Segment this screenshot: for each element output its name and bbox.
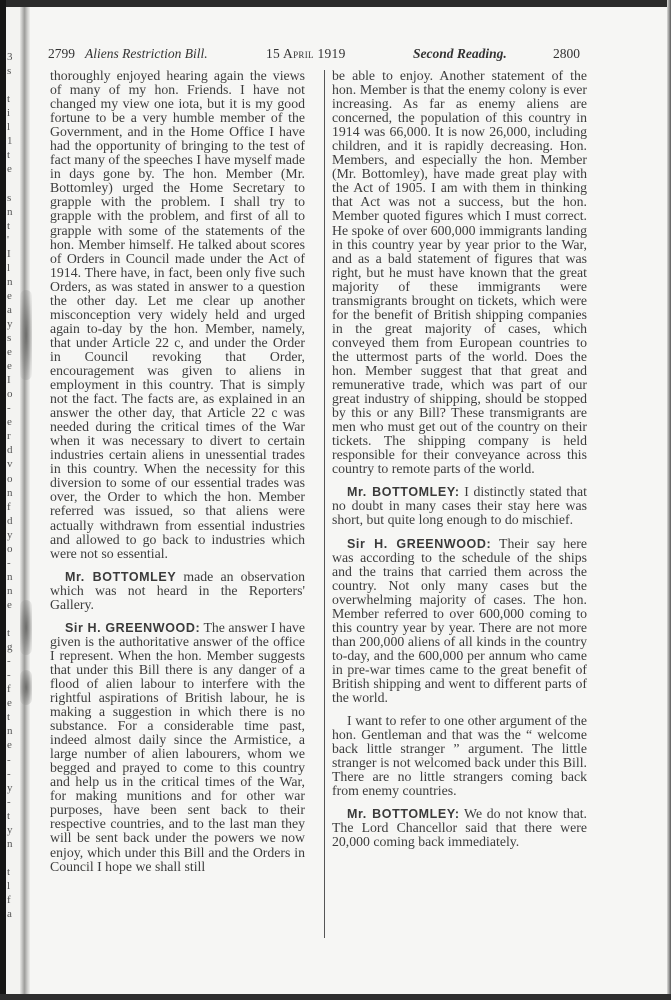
paragraph — [332, 485, 587, 527]
bleed-glyph: f — [7, 894, 11, 906]
paragraph-text: thoroughly enjoyed hearing again the views of many of my hon. Friends. I have not changed my view one iota, but it is my good fortune to be a very humble member of the Government, and in the Home Office I have had the opportunity of bringing to the test of fact many of the speeches I have myself made in days gone by. The hon. Member (Mr. Bottomley) urged the Home Secretary to grapple with the problem. I shall try to grapple with the problem, and first of all to grapple with some of the statements of the hon. Member himself. He talked about scores of Orders in Council made under the Act of 1914. There have, in fact, been only five such Orders, as was stated in answer to a question the other day. Let me clear up another misconception very widely held and urged again to-day by the hon. Member, namely, that under Article 22 c, and under the Order in Council revoking that Order, encouragement was given to aliens in employment in this country. That is simply not the fact. The facts are, as explained in an answer the other day, that Article 22 c was needed during the critical times of the War when it was necessary to divert to certain industries certain aliens in unessential trades in this country. When the necessity for this diversion to some of our essential trades was over, the Order to which the hon. Member referred was issued, so that aliens were actually withdrawn from essential industries and allowed to go back to industries which were not so essential. — [50, 68, 305, 561]
bleed-glyph: ' — [7, 233, 9, 246]
scan-top-edge — [0, 0, 671, 7]
bleed-glyph: 1 — [7, 135, 13, 148]
bleed-glyph: n — [7, 584, 13, 597]
bleed-glyph: I — [7, 374, 11, 387]
bleed-glyph: e — [7, 289, 12, 302]
bleed-glyph: t — [7, 93, 11, 106]
speaker-name: Mr. BOTTOMLEY: — [347, 485, 460, 500]
section-title: Second Reading. — [413, 46, 507, 61]
bleed-glyph: y — [7, 317, 13, 330]
bleed-glyph: r — [7, 430, 11, 443]
bleed-glyph: d — [7, 444, 13, 457]
bleed-glyph: n — [7, 486, 13, 499]
bleed-glyph: t — [7, 219, 11, 232]
left-column-number: 2799 — [48, 46, 75, 61]
scan-bottom-edge — [0, 994, 671, 1000]
bleed-glyph: e — [7, 360, 12, 373]
right-column-number: 2800 — [553, 46, 580, 61]
speaker-name: Mr. BOTTOMLEY — [65, 569, 177, 584]
bleed-glyph: d — [7, 514, 13, 527]
bleed-glyph: - — [7, 795, 11, 808]
bleed-glyph: n — [7, 725, 13, 738]
speaker-name: Mr. BOTTOMLEY: — [347, 807, 460, 822]
bleed-glyph: l — [7, 879, 11, 892]
paragraph — [332, 69, 587, 476]
bleed-glyph: e — [7, 416, 12, 429]
bleed-glyph: t — [7, 865, 11, 878]
bleed-glyph: e — [7, 697, 12, 710]
bill-title: Aliens Restriction Bill. — [85, 46, 208, 61]
paragraph-text: made an observation which was not heard in the Reporters' Gallery. — [50, 568, 305, 612]
bleed-glyph: o — [7, 472, 13, 485]
bleed-glyph: I — [7, 247, 11, 260]
bleed-glyph: - — [7, 767, 11, 780]
bleed-glyph: n — [7, 837, 13, 850]
bleed-glyph: t — [7, 711, 11, 724]
binding-shadow — [20, 600, 32, 655]
bleed-glyph: i — [7, 107, 11, 120]
bleed-glyph: s — [7, 65, 12, 78]
bleed-glyph: t — [7, 149, 11, 162]
bleed-glyph: s — [7, 332, 12, 344]
speaker-name: Sir H. GREENWOOD: — [65, 620, 201, 635]
bleed-glyph: a — [7, 303, 12, 316]
paragraph — [332, 807, 587, 849]
bleed-glyph: y — [7, 528, 13, 541]
bleed-glyph: e — [7, 739, 12, 752]
bleed-glyph: f — [7, 500, 11, 513]
paragraph-text: be able to enjoy. Another statement of the hon. Member is that the enemy colony is ever increasing. As far as enemy aliens are concerned, the population of this country in 1914 was 66,000. It is now 26,000, including children, and it is rapidly decreasing. Hon. Members, and especially the hon. Member (Mr. Bottomley), have made great play with the Act of 1905. I am with them in thinking that Act was not a success, but the hon. Member quoted figures which I must correct. He spoke of over 600,000 immigrants landing in this country year by year prior to the War, and as a bald statement of figures that was right, but he must have known that the great majority of these immigrants were transmigrants brought on tickets, which were for the benefit of British shipping companies in the great majority of cases, which conveyed them from European countries to the uttermost parts of the world. Does the hon. Member suggest that that great and remunerative trade, which was part of our great industry of shipping, should be stopped by this or any Bill? These transmigrants are men who must get out of the country on their tickets. The shipping company is held responsible for their conveyance across this country to remote parts of the world. — [332, 68, 587, 477]
bleed-glyph: n — [7, 205, 13, 218]
bleed-glyph: - — [7, 402, 11, 415]
bleed-glyph: e — [7, 598, 12, 611]
bleed-glyph: - — [7, 655, 11, 668]
right-column — [332, 69, 587, 849]
paragraph — [50, 570, 305, 612]
bleed-glyph: l — [7, 261, 11, 274]
binding-gutter — [20, 7, 30, 994]
bleed-glyph: - — [7, 556, 11, 569]
bleed-glyph: n — [7, 570, 13, 583]
paragraph — [50, 69, 305, 561]
paragraph — [332, 714, 587, 798]
scan-right-edge — [667, 0, 671, 1000]
bleed-glyph: o — [7, 542, 13, 555]
bleed-glyph: a — [7, 908, 12, 921]
previous-page-bleed — [6, 7, 20, 994]
paragraph-text: I want to refer to one other argument of the hon. Gentleman and that was the “ welcome back little stranger ” argument. The little stranger is not welcomed back under this Bill. There are no little strangers coming back from enemy countries. — [332, 713, 587, 799]
binding-shadow — [20, 670, 32, 705]
column-divider — [324, 70, 325, 938]
bleed-glyph: - — [7, 753, 11, 766]
bleed-glyph: v — [7, 458, 13, 471]
paragraph-text: The answer I have given is the authoritative answer of the office I represent. When the hon. Member suggests that under this Bill there is any danger of a flood of alien labour to interfere with the rightful aspirations of British labour, he is making a suggestion in which there is no substance. For a considerable time past, indeed almost daily since the Armistice, a large number of alien labourers, whom we begged and prayed to come to this country and help us in the critical times of the War, for making munitions and for other war purposes, have been sent back to their respective countries, and to the last man they will be sent back under the powers we now enjoy, which under this Bill and the Orders in Council I hope we shall still — [50, 619, 305, 874]
sitting-date: 15 April 1919 — [266, 46, 346, 61]
left-column — [50, 69, 305, 874]
paragraph — [50, 621, 305, 874]
paragraph-text: Their say here was according to the schedule of the ships and the trains that carried them across the country. Not only many cases but the overwhelming majority of cases. The hon. Member referred to over 600,000 coming to this country year by year. There are not more than 200,000 aliens of all kinds in the country to-day, and the 600,000 per annum who came in pre-war times came to the great benefit of British shipping and went to different parts of the world. — [332, 535, 587, 706]
binding-shadow — [20, 290, 32, 380]
page-header — [48, 44, 588, 64]
bleed-glyph: g — [7, 641, 13, 654]
bleed-glyph: o — [7, 388, 13, 401]
bleed-glyph: l — [7, 121, 11, 134]
bleed-glyph: e — [7, 163, 12, 176]
bleed-glyph: - — [7, 669, 11, 682]
speaker-name: Sir H. GREENWOOD: — [347, 536, 492, 551]
bleed-glyph: s — [7, 191, 12, 204]
paragraph — [332, 537, 587, 706]
bleed-glyph: y — [7, 823, 13, 836]
paragraph-text: I distinctly stated that no doubt in many cases their stay here was short, but quite long enough to do mischief. — [332, 484, 587, 528]
bleed-glyph: y — [7, 781, 13, 794]
bleed-glyph: f — [7, 683, 11, 696]
paragraph-text: We do not know that. The Lord Chancellor said that there were 20,000 coming back immediately. — [332, 806, 587, 850]
bleed-glyph: t — [7, 627, 11, 640]
bleed-glyph: t — [7, 809, 11, 822]
bleed-glyph: e — [7, 346, 12, 359]
bleed-glyph: n — [7, 275, 13, 288]
bleed-glyph: 3 — [7, 51, 13, 63]
